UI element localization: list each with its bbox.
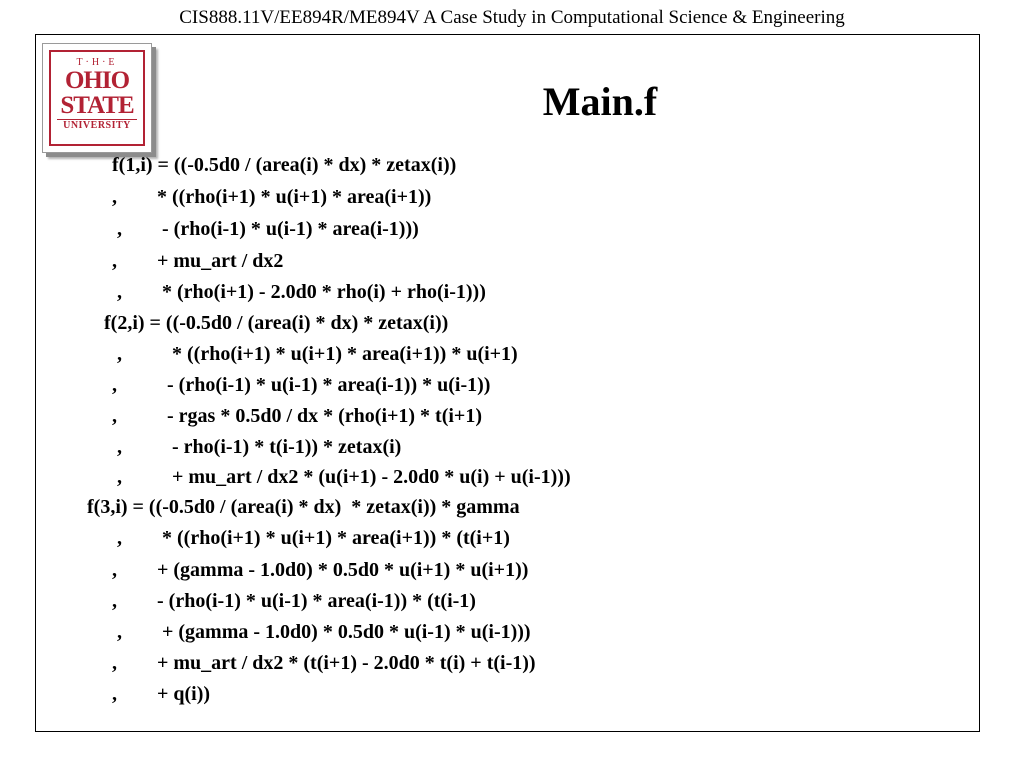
logo-state-text: STATE	[60, 92, 134, 119]
code-line: , - (rho(i-1) * u(i-1) * area(i-1)) * (t(i-1)	[112, 590, 476, 612]
code-line: , * ((rho(i+1) * u(i+1) * area(i+1))	[112, 186, 432, 208]
code-line: , + q(i))	[112, 683, 211, 705]
code-line: f(3,i) = ((-0.5d0 / (area(i) * dx) * zetax(i)) * gamma	[87, 496, 520, 518]
code-line: , * ((rho(i+1) * u(i+1) * area(i+1)) * (t(i+1)	[117, 527, 510, 549]
code-line: , + mu_art / dx2 * (u(i+1) - 2.0d0 * u(i) + u(i-1)))	[117, 466, 571, 488]
code-line: , * (rho(i+1) - 2.0d0 * rho(i) + rho(i-1)))	[117, 281, 486, 303]
code-line: , - (rho(i-1) * u(i-1) * area(i-1)) * u(i-1))	[112, 374, 491, 396]
code-line: , * ((rho(i+1) * u(i+1) * area(i+1)) * u(i+1)	[117, 343, 518, 365]
code-line: , - rgas * 0.5d0 / dx * (rho(i+1) * t(i+1)	[112, 405, 482, 427]
logo-ohio-text: OHIO	[64, 67, 130, 94]
logo-seal	[49, 50, 145, 146]
code-line: , + (gamma - 1.0d0) * 0.5d0 * u(i-1) * u(i-1)))	[117, 621, 531, 643]
logo-university-text: UNIVERSITY	[57, 119, 137, 131]
code-line: f(2,i) = ((-0.5d0 / (area(i) * dx) * zetax(i))	[104, 312, 449, 334]
university-logo	[42, 43, 152, 153]
code-line: , - (rho(i-1) * u(i-1) * area(i-1)))	[117, 218, 419, 240]
course-header: CIS888.11V/EE894R/ME894V A Case Study in Computational Science & Engineering	[179, 7, 845, 28]
code-line: , + mu_art / dx2 * (t(i+1) - 2.0d0 * t(i) + t(i-1))	[112, 652, 536, 674]
logo-the-text: T·H·E	[76, 57, 118, 68]
code-line: , - rho(i-1) * t(i-1)) * zetax(i)	[117, 436, 402, 458]
code-line: , + mu_art / dx2	[112, 250, 284, 272]
slide-title: Main.f	[542, 79, 658, 124]
code-line: , + (gamma - 1.0d0) * 0.5d0 * u(i+1) * u(i+1))	[112, 559, 529, 581]
code-line: f(1,i) = ((-0.5d0 / (area(i) * dx) * zetax(i))	[112, 154, 457, 176]
